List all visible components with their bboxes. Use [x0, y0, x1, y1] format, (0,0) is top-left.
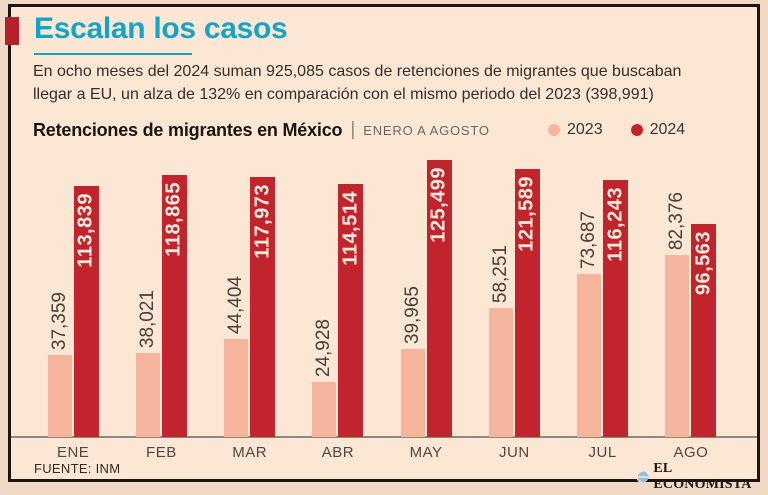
bar-2024	[250, 177, 275, 437]
value-label-2023: 37,359	[48, 291, 70, 350]
month-label-feb: FEB	[146, 444, 177, 461]
el-economista-globe-icon	[636, 470, 649, 484]
month-label-may: MAY	[409, 444, 443, 461]
bar-group	[559, 160, 647, 437]
value-label-2023: 24,928	[313, 318, 335, 377]
headline: Escalan los casos	[34, 12, 288, 45]
chart-period: ENERO A AGOSTO	[363, 122, 490, 138]
value-label-2024: 114,514	[339, 191, 362, 266]
value-label-2024: 125,499	[427, 167, 450, 243]
bar-chart	[29, 160, 735, 437]
value-label-2024: 117,973	[251, 184, 274, 259]
bar-2023	[401, 285, 425, 437]
value-label-2023: 38,021	[136, 289, 158, 348]
title-underline	[34, 53, 192, 55]
bar-group	[294, 160, 382, 437]
value-label-2023: 39,965	[401, 285, 423, 344]
value-label-2024: 118,865	[162, 182, 185, 257]
month-label-ene: ENE	[56, 444, 90, 461]
bar-group	[382, 160, 470, 437]
value-label-2023: 44,404	[225, 275, 247, 334]
source-note: FUENTE: INM	[34, 461, 121, 476]
chart-header	[33, 119, 490, 141]
value-label-2024: 116,243	[604, 187, 627, 262]
legend-dot-2023	[548, 124, 560, 136]
legend	[548, 121, 685, 139]
red-accent-block	[5, 17, 19, 45]
bar-2024	[338, 184, 363, 437]
month-label-jun: JUN	[499, 444, 530, 461]
value-label-2024: 96,563	[692, 231, 715, 296]
legend-item-2023	[548, 121, 603, 139]
bar-2024	[74, 186, 99, 437]
bar-2024	[162, 175, 187, 437]
bar-2023	[312, 318, 336, 437]
value-label-2023: 82,376	[666, 191, 688, 250]
bar-group	[470, 160, 558, 437]
bar-2023	[136, 289, 160, 437]
x-axis-labels	[29, 444, 735, 461]
value-label-2023: 58,251	[489, 244, 511, 303]
publisher-logo	[636, 461, 768, 493]
subtitle-line-2: llegar a EU, un alza de 132% en comparación con el mismo periodo del 2023 (398,991)	[33, 86, 654, 103]
bar-group	[29, 160, 117, 437]
bar-2023	[48, 291, 72, 437]
value-label-2024: 113,839	[74, 193, 97, 268]
legend-label-2024: 2024	[649, 121, 686, 138]
chart-title-divider: |	[350, 119, 356, 140]
bar-2024	[603, 180, 628, 437]
value-label-2023: 73,687	[578, 210, 600, 269]
legend-label-2023: 2023	[567, 121, 603, 138]
bar-2023	[489, 244, 513, 437]
legend-item-2024	[631, 121, 686, 139]
legend-dot-2024	[631, 124, 643, 136]
month-label-mar: MAR	[232, 444, 268, 461]
month-label-abr: ABR	[321, 444, 355, 461]
bar-2024	[427, 160, 452, 437]
bar-2024	[515, 169, 540, 437]
value-label-2024: 121,589	[515, 176, 538, 252]
month-label-jul: JUL	[588, 444, 617, 461]
subtitle	[33, 60, 763, 106]
bar-2023	[224, 275, 248, 437]
chart-title: Retenciones de migrantes en México	[33, 119, 343, 140]
bar-2023	[577, 210, 601, 437]
bar-group	[647, 160, 735, 437]
month-label-ago: AGO	[673, 444, 709, 461]
bar-group	[117, 160, 205, 437]
bar-group	[206, 160, 294, 437]
bar-2023	[665, 191, 689, 437]
bar-2024	[691, 224, 716, 437]
publisher-name: EL ECONOMISTA	[653, 461, 752, 492]
subtitle-line-1: En ocho meses del 2024 suman 925,085 casos de retenciones de migrantes que buscaban	[33, 63, 682, 80]
